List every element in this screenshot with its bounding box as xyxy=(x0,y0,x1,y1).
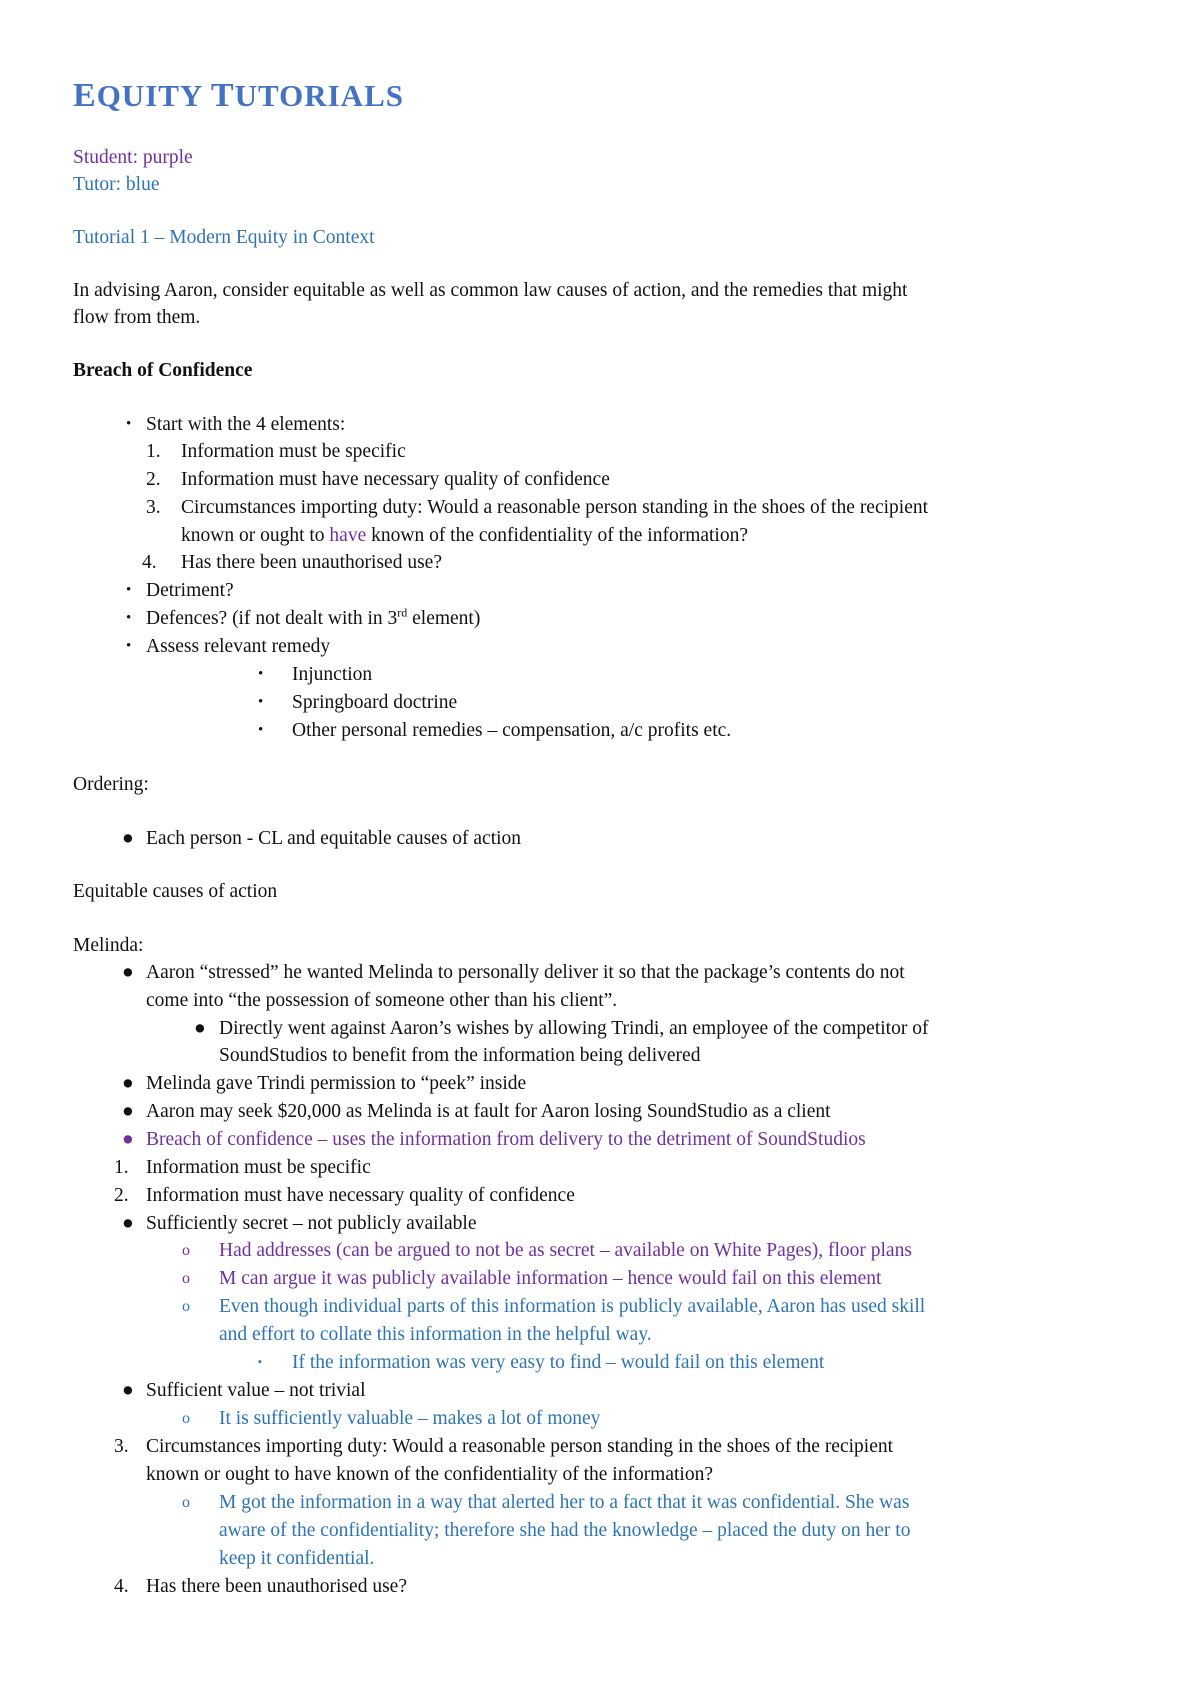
tutor-note: Even though individual parts of this information is publicly available, Aaron has used skill xyxy=(219,1296,926,1317)
intro-text: In advising Aaron, consider equitable as well as common law causes of action, and the remedies that might xyxy=(73,280,908,301)
melinda-subpoint: Directly went against Aaron’s wishes by allowing Trindi, an employee of the competitor of xyxy=(219,1018,929,1039)
outline-element: Information must have necessary quality of confidence xyxy=(181,469,610,490)
bullet-marker: ● xyxy=(122,962,134,983)
bullet-marker: ● xyxy=(122,1101,134,1122)
remedy-item: Other personal remedies – compensation, a/c profits etc. xyxy=(292,720,732,741)
melinda-point: Melinda gave Trindi permission to “peek” inside xyxy=(146,1073,527,1094)
element-item: known or ought to have known of the confidentiality of the information? xyxy=(146,1464,713,1485)
outline-item: Start with the 4 elements: xyxy=(146,414,346,435)
student-note: Had addresses (can be argued to not be as secret – available on White Pages), floor plans xyxy=(219,1240,912,1261)
document-title: EQUITY TUTORIALS xyxy=(73,77,404,114)
number-marker: 3. xyxy=(146,497,161,518)
number-marker: 2. xyxy=(114,1185,129,1206)
bullet-marker: ● xyxy=(122,1129,134,1150)
legend-tutor: Tutor: blue xyxy=(73,174,160,195)
bullet-marker: • xyxy=(258,666,264,682)
outline-element: known or ought to have known of the confidentiality of the information? xyxy=(181,525,749,546)
number-marker: 1. xyxy=(146,441,161,462)
bullet-marker: • xyxy=(126,582,132,598)
tutorial-heading: Tutorial 1 – Modern Equity in Context xyxy=(73,227,375,248)
melinda-subpoint: SoundStudios to benefit from the information being delivered xyxy=(219,1045,701,1066)
element-item: Circumstances importing duty: Would a reasonable person standing in the shoes of the recipient xyxy=(146,1436,894,1457)
intro-text: flow from them. xyxy=(73,307,201,328)
equitable-label: Equitable causes of action xyxy=(73,881,278,902)
tutor-note: aware of the confidentiality; therefore she had the knowledge – placed the duty on her to xyxy=(219,1520,911,1541)
circle-marker: o xyxy=(182,1270,190,1287)
bullet-marker: • xyxy=(126,638,132,654)
melinda-point: Sufficient value – not trivial xyxy=(146,1380,366,1401)
outline-element: Has there been unauthorised use? xyxy=(181,552,442,573)
tutor-note: If the information was very easy to find – would fail on this element xyxy=(292,1352,825,1373)
bullet-marker: ● xyxy=(194,1018,206,1039)
element-item: Has there been unauthorised use? xyxy=(146,1576,407,1597)
bullet-marker: ● xyxy=(122,1213,134,1234)
bullet-marker: • xyxy=(258,722,264,738)
outline-item: Assess relevant remedy xyxy=(146,636,331,657)
outline-element: Information must be specific xyxy=(181,441,406,462)
circle-marker: o xyxy=(182,1410,190,1427)
outline-item: Defences? (if not dealt with in 3rd element) xyxy=(146,605,481,629)
tutor-note: It is sufficiently valuable – makes a lot of money xyxy=(219,1408,601,1429)
melinda-point: come into “the possession of someone other than his client”. xyxy=(146,990,618,1011)
circle-marker: o xyxy=(182,1494,190,1511)
outline-element: Circumstances importing duty: Would a reasonable person standing in the shoes of the recipient xyxy=(181,497,929,518)
number-marker: 2. xyxy=(146,469,161,490)
student-note: Breach of confidence – uses the information from delivery to the detriment of SoundStudios xyxy=(146,1129,866,1150)
remedy-item: Springboard doctrine xyxy=(292,692,458,713)
melinda-point: Sufficiently secret – not publicly available xyxy=(146,1213,477,1234)
bullet-marker: ● xyxy=(122,828,134,849)
number-marker: 1. xyxy=(114,1157,129,1178)
breach-heading: Breach of Confidence xyxy=(73,360,253,381)
tutor-note: and effort to collate this information in the helpful way. xyxy=(219,1324,652,1345)
circle-marker: o xyxy=(182,1242,190,1259)
melinda-label: Melinda: xyxy=(73,935,144,956)
outline-item: Detriment? xyxy=(146,580,234,601)
bullet-marker: ● xyxy=(122,1073,134,1094)
number-marker: 3. xyxy=(114,1436,129,1457)
tutor-note: M got the information in a way that alerted her to a fact that it was confidential. She was xyxy=(219,1492,910,1513)
bullet-marker: • xyxy=(126,416,132,432)
number-marker: 4. xyxy=(114,1576,129,1597)
ordering-label: Ordering: xyxy=(73,774,149,795)
circle-marker: o xyxy=(182,1298,190,1315)
bullet-marker: ● xyxy=(122,1380,134,1401)
tutor-note: keep it confidential. xyxy=(219,1548,375,1569)
melinda-point: Aaron “stressed” he wanted Melinda to personally deliver it so that the package’s contents do not xyxy=(146,962,905,983)
square-marker: ▪ xyxy=(258,1356,262,1368)
element-item: Information must be specific xyxy=(146,1157,371,1178)
remedy-item: Injunction xyxy=(292,664,373,685)
ordering-item: Each person - CL and equitable causes of action xyxy=(146,828,522,849)
student-note: M can argue it was publicly available information – hence would fail on this element xyxy=(219,1268,882,1289)
number-marker: 4. xyxy=(142,552,157,573)
element-item: Information must have necessary quality of confidence xyxy=(146,1185,575,1206)
bullet-marker: • xyxy=(258,694,264,710)
bullet-marker: • xyxy=(126,610,132,626)
melinda-point: Aaron may seek $20,000 as Melinda is at fault for Aaron losing SoundStudio as a client xyxy=(146,1101,831,1122)
legend-student: Student: purple xyxy=(73,147,193,168)
